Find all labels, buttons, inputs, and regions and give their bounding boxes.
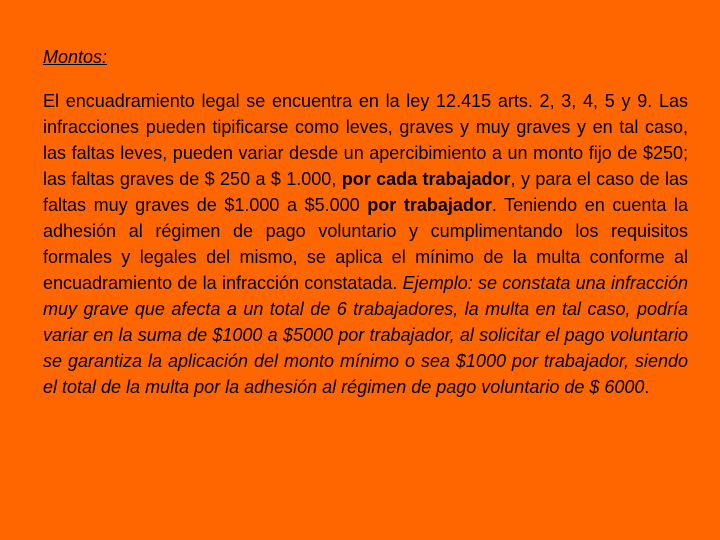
slide-heading: Montos:	[43, 47, 108, 67]
slide-paragraph	[43, 88, 688, 400]
paragraph-text-1: El encuadramiento legal se encuentra en la ley 12.415 arts. 2, 3, 4, 5 y 9. Las infracciones pueden tipificarse como leves, graves y muy graves y en tal caso, las faltas leves, pueden variar desde un apercibimiento a un monto fijo de $250; las faltas graves de $ 250 a $ 1.000,	[43, 91, 688, 189]
slide-content	[43, 44, 688, 400]
example-text: Ejemplo: se constata una infracción muy grave que afecta a un total de 6 trabajadores, la multa en tal caso, podría variar en la suma de $1000 a $5000 por trabajador, al solicitar el pago voluntario se garantiza la aplicación del monto mínimo o sea $1000 por trabajador, siendo el total de la multa por la adhesión al régimen de pago voluntario de $ 6000	[43, 273, 688, 397]
paragraph-text-3: . Teniendo en cuenta la adhesión al régimen de pago voluntario y cumplimentando los requisitos formales y legales del mismo, se aplica el mínimo de la multa conforme al encuadramiento de la infracción constatada.	[43, 195, 688, 293]
bold-per-worker-2: por trabajador	[367, 195, 492, 215]
paragraph-end: .	[644, 377, 650, 397]
bold-per-worker-1: por cada trabajador	[341, 169, 511, 189]
paragraph-text-2: , y para el caso de las faltas muy graves de $1.000 a $5.000	[43, 169, 688, 215]
